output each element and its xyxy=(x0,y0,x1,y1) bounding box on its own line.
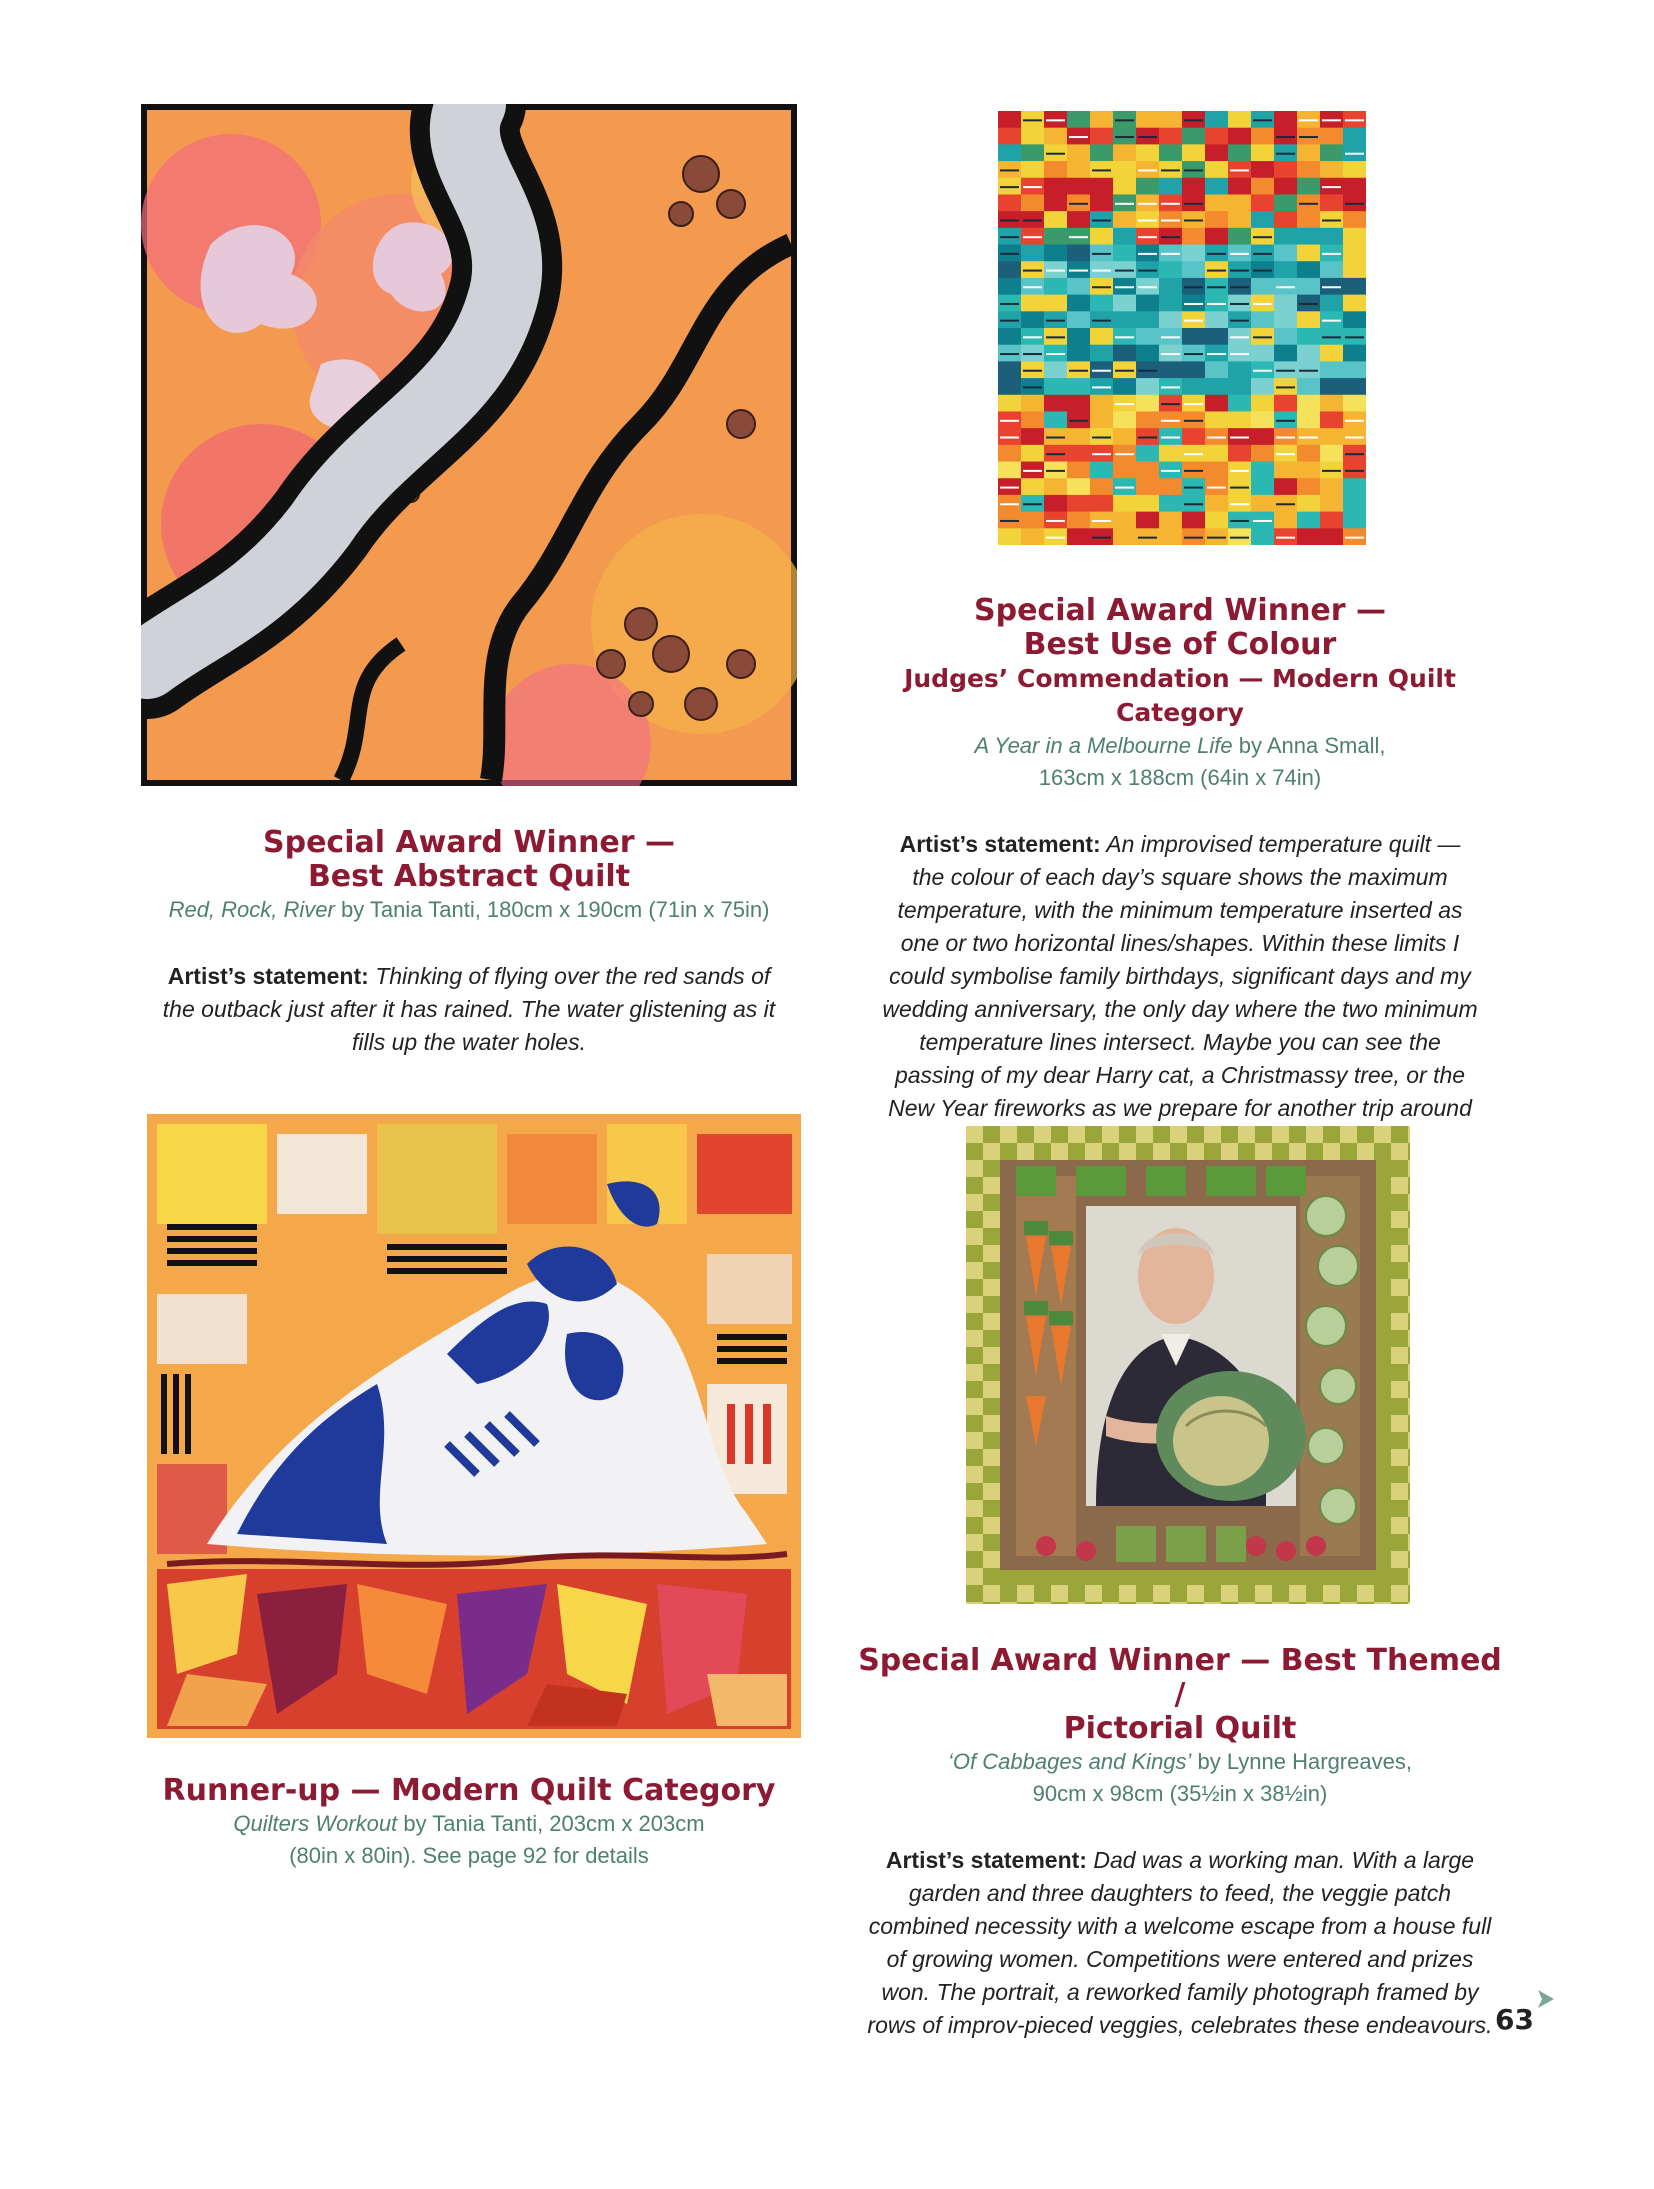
quilt-credit xyxy=(141,894,797,926)
artist-statement xyxy=(850,828,1510,1158)
quilt-photo-quilters-workout xyxy=(147,1114,801,1738)
statement-text: An improvised temperature quilt — the colour of each day’s square shows the maximum temperature, with the minimum temperature inserted as one or two horizontal lines/shapes. Within these limits I could symbolise family birthdays, significant days and my wedding anniversary, the only day where the two minimum temperature lines intersect. Maybe you can see the passing of my dear Harry cat, a Christmassy tree, or the New Year fireworks as we prepare for another trip around xyxy=(882,831,1478,1121)
quilt-credit-rest: by Tania Tanti, 180cm x 190cm (71in x 75in) xyxy=(334,897,770,922)
quilt-title: Red, Rock, River xyxy=(168,897,335,922)
quilt-credit xyxy=(850,730,1510,762)
quilt-size: (80in x 80in). See page 92 for details xyxy=(289,1843,649,1868)
award-title-line2: Pictorial Quilt xyxy=(1063,1711,1297,1746)
award-title: Special Award Winner — xyxy=(262,825,676,860)
quilt-credit xyxy=(141,1808,797,1840)
quilt-credit xyxy=(850,1746,1510,1778)
quilt-photo-cabbages-and-kings xyxy=(966,1126,1410,1604)
award-title-line2: Best Abstract Quilt xyxy=(307,859,631,894)
award-title-line2: Best Use of Colour xyxy=(1023,627,1337,662)
quilt-size: 163cm x 188cm (64in x 74in) xyxy=(1038,765,1322,790)
quilt-photo-year-in-melbourne-life xyxy=(998,111,1366,545)
quilt-photo-red-rock-river xyxy=(141,104,797,786)
quilt-credit-rest: by Anna Small, xyxy=(1232,733,1386,758)
quilt-title: Quilters Workout xyxy=(233,1811,398,1836)
quilt-title: A Year in a Melbourne Life xyxy=(974,733,1233,758)
artist-statement xyxy=(850,1844,1510,2042)
caption-cabbages-and-kings xyxy=(850,1644,1510,2042)
award-title: Special Award Winner — Best Themed / xyxy=(858,1643,1502,1712)
statement-label: Artist’s statement: xyxy=(167,963,369,989)
statement-text: Thinking of flying over the red sands of the outback just after it has rained. The water glistening as it fills up the water holes. xyxy=(162,963,776,1055)
statement-label: Artist’s statement: xyxy=(899,831,1101,857)
next-page-arrow-icon[interactable] xyxy=(1536,1988,1556,2010)
statement-label: Artist’s statement: xyxy=(885,1847,1087,1873)
quilt-title: ‘Of Cabbages and Kings’ xyxy=(948,1749,1192,1774)
award-title: Runner-up — Modern Quilt Category xyxy=(162,1773,776,1808)
artist-statement xyxy=(141,960,797,1059)
quilt-size: 90cm x 98cm (35½in x 38½in) xyxy=(1032,1781,1328,1806)
quilt-credit-rest: by Lynne Hargreaves, xyxy=(1191,1749,1412,1774)
quilt-credit-rest: by Tania Tanti, 203cm x 203cm xyxy=(397,1811,705,1836)
caption-year-in-melbourne-life xyxy=(850,594,1510,1158)
judges-commendation: Judges’ Commendation — Modern Quilt Category xyxy=(904,664,1456,727)
caption-quilters-workout xyxy=(141,1774,797,1872)
award-title: Special Award Winner — xyxy=(973,593,1387,628)
page-number: 63 xyxy=(1495,2003,1534,2036)
statement-text: Dad was a working man. With a large garden and three daughters to feed, the veggie patch combined necessity with a welcome escape from a house full of growing women. Competitions were entered and prizes won. The portrait, a reworked family photograph framed by rows of improv-pieced veggies, celebrates these endeavours. xyxy=(867,1847,1493,2038)
caption-red-rock-river xyxy=(141,826,797,1059)
